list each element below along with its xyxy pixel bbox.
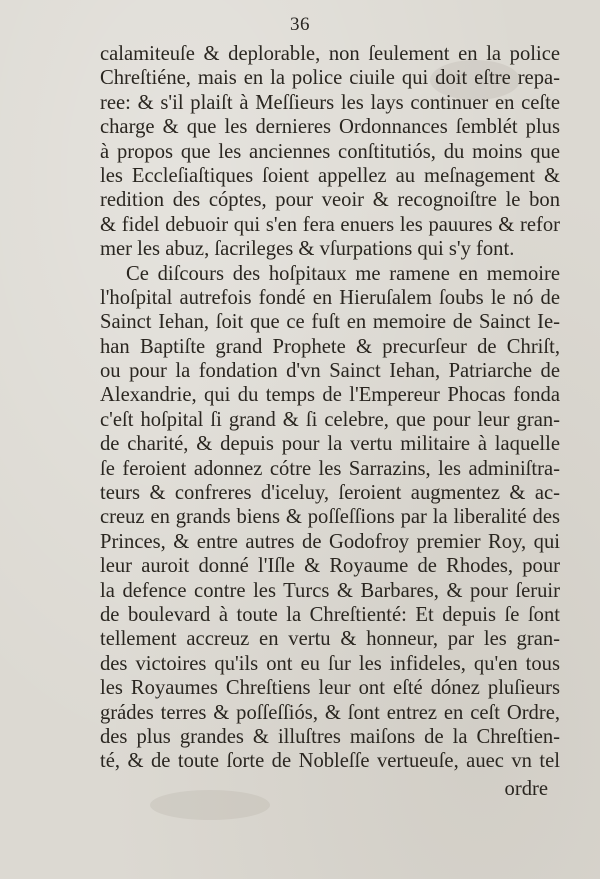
text-line: de charité, & depuis pour la vertu militaire à laquelle [100, 433, 560, 456]
text-line: les Eccleſiaſtiques ſoient appellez au meſnagement & [100, 164, 560, 187]
text-line: Ce diſcours des hoſpitaux me ramene en memoire [126, 262, 560, 285]
text-line: ſe feroient adonnez cótre les Sarrazins, les adminiſtra- [100, 457, 560, 480]
text-line: des victoires qu'ils ont eu ſur les infideles, qu'en tous [100, 652, 560, 675]
text-line: à propos que les anciennes conſtitutiós, du moins que [100, 140, 560, 163]
text-line: teurs & confreres d'iceluy, ſeroient augmentez & ac- [100, 482, 560, 505]
text-line: té, & de toute ſorte de Nobleſſe vertueuſe, auec vn tel [100, 750, 560, 773]
text-line: ree: & s'il plaiſt à Meſſieurs les lays continuer en ceſte [100, 91, 560, 114]
text-line: c'eſt hoſpital ſi grand & ſi celebre, que pour leur gran- [100, 408, 560, 431]
text-line: leur auroit donné l'Iſle & Royaume de Rhodes, pour [100, 555, 560, 578]
text-line: calamiteuſe & deplorable, non ſeulement en la police [100, 43, 560, 65]
text-line: Alexandrie, qui du temps de l'Empereur Phocas fonda [100, 384, 560, 407]
text-line: & fidel debuoir qui s'en fera enuers les pauures & refor [100, 213, 560, 236]
text-line: Sainct Iehan, ſoit que ce fuſt en memoire de Sainct Ie- [100, 311, 560, 334]
text-line: la defence contre les Turcs & Barbares, & pour ſeruir [100, 579, 560, 602]
text-line: Princes, & entre autres de Godofroy premier Roy, qui [100, 530, 560, 553]
text-line: les Royaumes Chreſtiens leur ont eſté dónez pluſieurs [100, 677, 560, 700]
text-line: grádes terres & poſſeſſiós, & ſont entrez en ceſt Ordre, [100, 701, 560, 724]
text-line: han Baptiſte grand Prophete & precurſeur de Chriſt, [100, 335, 560, 358]
text-line: redition des cóptes, pour veoir & recognoiſtre le bon [100, 189, 560, 212]
text-line: creuz en grands biens & poſſeſſions par la liberalité des [100, 506, 560, 529]
text-line: ou pour la fondation d'vn Sainct Iehan, Patriarche de [100, 360, 560, 383]
text-line: des plus grandes & illuſtres maiſons de la Chreſtien- [100, 725, 560, 748]
page-number: 36 [290, 14, 310, 35]
body-text [100, 42, 560, 774]
paper-stain [150, 790, 270, 820]
text-line: mer les abuz, ſacrileges & vſurpations qui s'y font. [100, 238, 515, 261]
catchword: ordre [504, 778, 548, 800]
text-line: Chreſtiéne, mais en la police ciuile qui doit eſtre repa- [100, 67, 560, 90]
text-line: l'hoſpital autrefois fondé en Hieruſalem ſoubs le nó de [100, 286, 560, 309]
text-line: charge & que les dernieres Ordonnances ſemblét plus [100, 116, 560, 139]
text-line: de boulevard à toute la Chreſtienté: Et depuis ſe ſont [100, 603, 560, 626]
text-line: tellement accreuz en vertu & honneur, par les gran- [100, 628, 560, 651]
